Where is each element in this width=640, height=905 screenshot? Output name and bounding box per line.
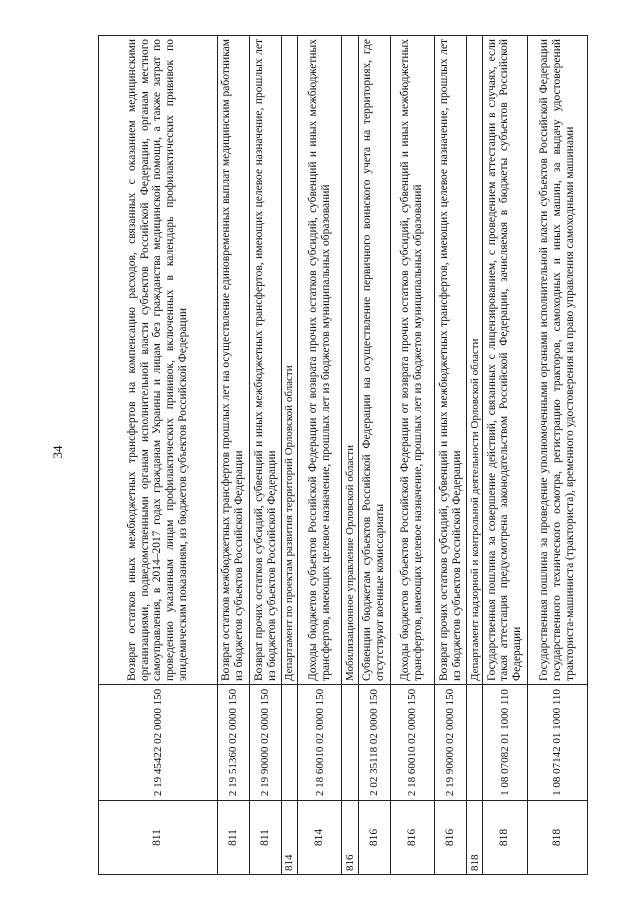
department-row xyxy=(282,36,298,875)
revenue-code-cell: 2 19 90000 02 0000 150 xyxy=(249,685,281,801)
admin-code-cell: 816 xyxy=(342,801,358,875)
description-cell: Возврат остатков межбюджетных трансфертов прошлых лет на осуществление единовременных выплат медицинским работникам из бюджетов субъектов Российской Федерации xyxy=(217,36,249,685)
table-row xyxy=(435,36,467,875)
revenue-code-cell: 2 18 60010 02 0000 150 xyxy=(298,685,342,801)
table-row xyxy=(527,36,587,875)
admin-code-cell: 818 xyxy=(527,801,587,875)
table-row xyxy=(298,36,342,875)
admin-code-cell: 811 xyxy=(217,801,249,875)
admin-code-cell: 811 xyxy=(99,801,218,875)
table-row xyxy=(358,36,390,875)
admin-code-cell: 811 xyxy=(249,801,281,875)
admin-code-cell: 816 xyxy=(390,801,434,875)
table-row xyxy=(249,36,281,875)
department-row xyxy=(342,36,358,875)
admin-code-cell: 816 xyxy=(435,801,467,875)
admin-code-cell: 816 xyxy=(358,801,390,875)
revenue-code-cell: 2 19 90000 02 0000 150 xyxy=(435,685,467,801)
description-cell: Возврат прочих остатков субсидий, субвенций и иных межбюджетных трансфертов, имеющих целевое назначение, прошлых лет из бюджетов субъектов Российской Федерации xyxy=(249,36,281,685)
table-row xyxy=(217,36,249,875)
revenue-code-cell xyxy=(282,685,298,801)
revenue-code-cell: 2 19 45422 02 0000 150 xyxy=(99,685,218,801)
department-row xyxy=(467,36,483,875)
revenue-code-cell: 2 02 35118 02 0000 150 xyxy=(358,685,390,801)
table-row xyxy=(390,36,434,875)
department-name-cell: Департамент по проектам развития территорий Орловской области xyxy=(282,36,298,685)
description-cell: Субвенции бюджетам субъектов Российской Федерации на осуществление первичного воинского учета на территориях, где отсутствуют военные комиссариаты xyxy=(358,36,390,685)
revenue-codes-table xyxy=(98,35,588,875)
description-cell: Доходы бюджетов субъектов Российской Федерации от возврата прочих остатков субсидий, субвенций и иных межбюджетных трансфертов, имеющих целевое назначение, прошлых лет из бюджетов муниципальных образований xyxy=(298,36,342,685)
admin-code-cell: 818 xyxy=(467,801,483,875)
rotated-table-container xyxy=(98,35,588,875)
revenue-code-cell: 2 19 51360 02 0000 150 xyxy=(217,685,249,801)
revenue-code-cell xyxy=(342,685,358,801)
revenue-code-cell: 1 08 07142 01 1000 110 xyxy=(527,685,587,801)
revenue-code-cell xyxy=(467,685,483,801)
description-cell: Возврат прочих остатков субсидий, субвенций и иных межбюджетных трансфертов, имеющих целевое назначение, прошлых лет из бюджетов субъектов Российской Федерации xyxy=(435,36,467,685)
admin-code-cell: 814 xyxy=(298,801,342,875)
department-name-cell: Департамент надзорной и контрольной деятельности Орловской области xyxy=(467,36,483,685)
description-cell: Государственная пошлина за совершение действий, связанных с лицензированием, с проведением аттестации в случаях, если такая аттестация предусмотрена законодательством Российской Федерации, зачисляемая в бюджеты субъектов Российской Федерации xyxy=(483,36,527,685)
page-number: 34 xyxy=(50,445,65,459)
description-cell: Государственная пошлина за проведение уполномоченными органами исполнительной власти субъектов Российской Федерации государственного технического осмотра, регистрацию тракторов, самоходных и иных машин, за выдачу удостоверений тракториста-машиниста (тракториста), временного удостоверения на право управления самоходными машинами xyxy=(527,36,587,685)
department-name-cell: Мобилизационное управление Орловской области xyxy=(342,36,358,685)
revenue-code-cell: 1 08 07082 01 1000 110 xyxy=(483,685,527,801)
admin-code-cell: 818 xyxy=(483,801,527,875)
revenue-code-cell: 2 18 60010 02 0000 150 xyxy=(390,685,434,801)
table-row xyxy=(99,36,218,875)
description-cell: Доходы бюджетов субъектов Российской Федерации от возврата прочих остатков субсидий, субвенций и иных межбюджетных трансфертов, имеющих целевое назначение, прошлых лет из бюджетов муниципальных образований xyxy=(390,36,434,685)
table-row xyxy=(483,36,527,875)
description-cell: Возврат остатков иных межбюджетных трансфертов на компенсацию расходов, связанных с оказанием медицинскими организациями, подведомственными органам исполнительной власти субъектов Российской Федерации, органам местного самоуправления, в 2014–2017 годах гражданам Украины и лицам без гражданства медицинской помощи, а также затрат по проведению указанным лицам профилактических прививок, включенных в календарь профилактических прививок по эпидемическим показаниям, из бюджетов субъектов Российской Федерации xyxy=(99,36,218,685)
admin-code-cell: 814 xyxy=(282,801,298,875)
